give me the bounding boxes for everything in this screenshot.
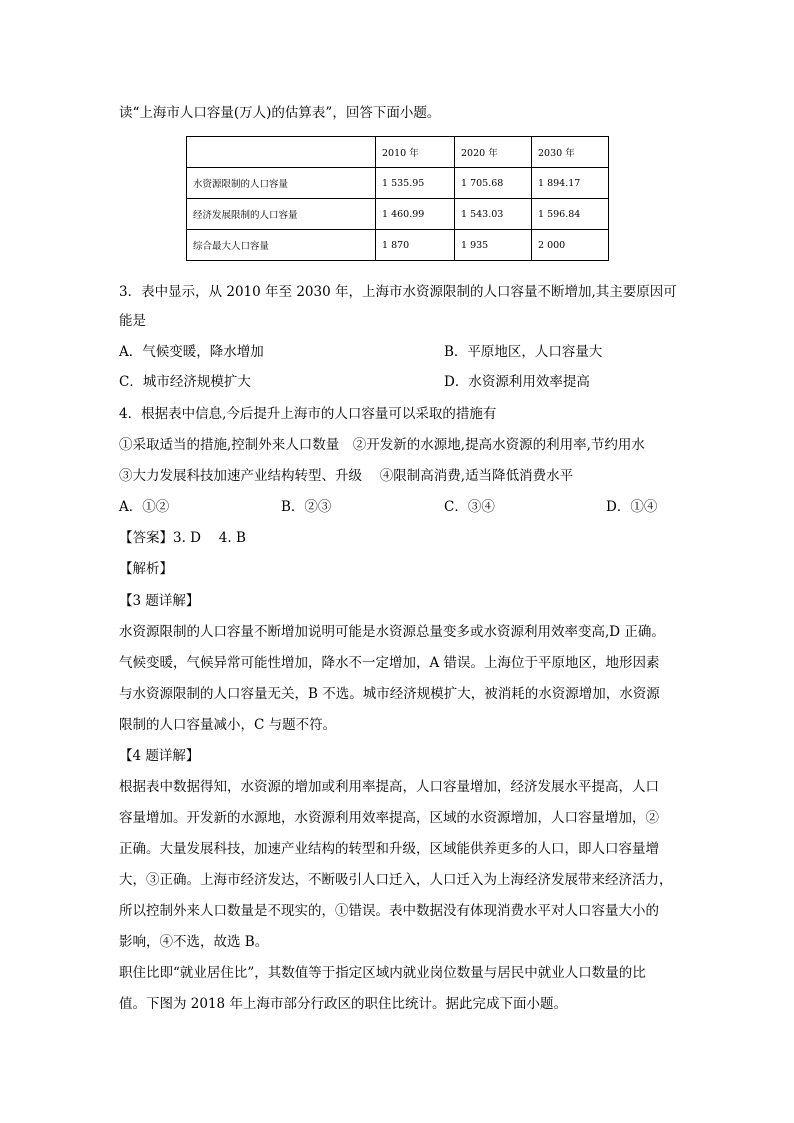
table-cell: 1 543.03 [455, 199, 532, 230]
table-cell: 1 935 [455, 230, 532, 261]
q3-option-d: D．水资源利用效率提高 [444, 374, 590, 390]
next-intro-line: 职住比即“就业居住比”，其数值等于指定区域内就业岗位数量与居民中就业人口数量的比 [119, 965, 646, 981]
q3-stem-line2: 能是 [119, 313, 146, 329]
q4-detail-line: 影响，④不选，故选 B。 [119, 934, 269, 950]
q3-option-c: C．城市经济规模扩大 [119, 374, 251, 390]
table-header-cell [187, 137, 376, 168]
intro-text: 读“上海市人口容量(万人)的估算表”，回答下面小题。 [119, 105, 441, 121]
q4-detail-title: 【4 题详解】 [119, 748, 200, 764]
table-cell: 1 870 [376, 230, 455, 261]
next-intro-line: 值。下图为 2018 年上海市部分行政区的职住比统计。据此完成下面小题。 [119, 996, 567, 1012]
table-row [187, 199, 609, 230]
table-cell: 1 535.95 [376, 168, 455, 199]
table-cell: 1 705.68 [455, 168, 532, 199]
table-row [187, 230, 609, 261]
q4-detail-line: 正确。大量发展科技，加速产业结构的转型和升级，区域能供养更多的人口，即人口容量增 [119, 841, 659, 857]
q4-items-line1: ①采取适当的措施,控制外来人口数量 ②开发新的水源地,提高水资源的利用率,节约用水 [119, 437, 645, 453]
q4-option-a: A．①② [119, 499, 170, 515]
q4-detail-line: 大，③正确。上海市经济发达，不断吸引人口迁入，人口迁入为上海经济发展带来经济活力， [119, 872, 673, 888]
q3-stem-line1: 3．表中显示，从 2010 年至 2030 年，上海市水资源限制的人口容量不断增加,其主要原因可 [119, 284, 677, 300]
q3-detail-line: 水资源限制的人口容量不断增加说明可能是水资源总量变多或水资源利用效率变高,D 正确。 [119, 624, 665, 640]
table-cell: 2 000 [532, 230, 609, 261]
table-header-cell: 2020 年 [455, 137, 532, 168]
q3-detail-title: 【3 题详解】 [119, 593, 200, 609]
q3-detail-line: 与水资源限制的人口容量无关，B 不选。城市经济规模扩大，被消耗的水资源增加，水资源 [119, 686, 660, 702]
q4-option-d: D．①④ [606, 499, 658, 515]
q4-stem: 4．根据表中信息,今后提升上海市的人口容量可以采取的措施有 [119, 406, 497, 422]
table-cell: 水资源限制的人口容量 [187, 168, 376, 199]
table-row [187, 168, 609, 199]
analysis-title: 【解析】 [119, 561, 173, 577]
table-header-cell: 2030 年 [532, 137, 609, 168]
table-cell: 1 894.17 [532, 168, 609, 199]
q4-detail-line: 所以控制外来人口数量是不现实的，①错误。表中数据没有体现消费水平对人口容量大小的 [119, 903, 659, 919]
q3-option-a: A．气候变暖，降水增加 [119, 344, 264, 360]
q3-detail-line: 气候变暖，气候异常可能性增加，降水不一定增加，A 错误。上海位于平原地区，地形因素 [119, 655, 660, 671]
q3-detail-line: 限制的人口容量减小，C 与题不符。 [119, 717, 337, 733]
q4-option-c: C．③④ [444, 499, 495, 515]
table-cell: 1 460.99 [376, 199, 455, 230]
q4-option-b: B．②③ [281, 499, 332, 515]
table-header-cell: 2010 年 [376, 137, 455, 168]
table-cell: 综合最大人口容量 [187, 230, 376, 261]
table-cell: 经济发展限制的人口容量 [187, 199, 376, 230]
q4-items-line2: ③大力发展科技加速产业结构转型、升级 ④限制高消费,适当降低消费水平 [119, 468, 574, 484]
q4-detail-line: 根据表中数据得知，水资源的增加或利用率提高，人口容量增加，经济发展水平提高，人口 [119, 779, 659, 795]
population-capacity-table [186, 136, 609, 261]
table-cell: 1 596.84 [532, 199, 609, 230]
q3-option-b: B．平原地区，人口容量大 [444, 344, 603, 360]
table-header-row [187, 137, 609, 168]
answer-line: 【答案】3. D 4. B [119, 530, 246, 546]
q4-detail-line: 容量增加。开发新的水源地，水资源利用效率提高，区域的水资源增加，人口容量增加，② [119, 810, 659, 826]
